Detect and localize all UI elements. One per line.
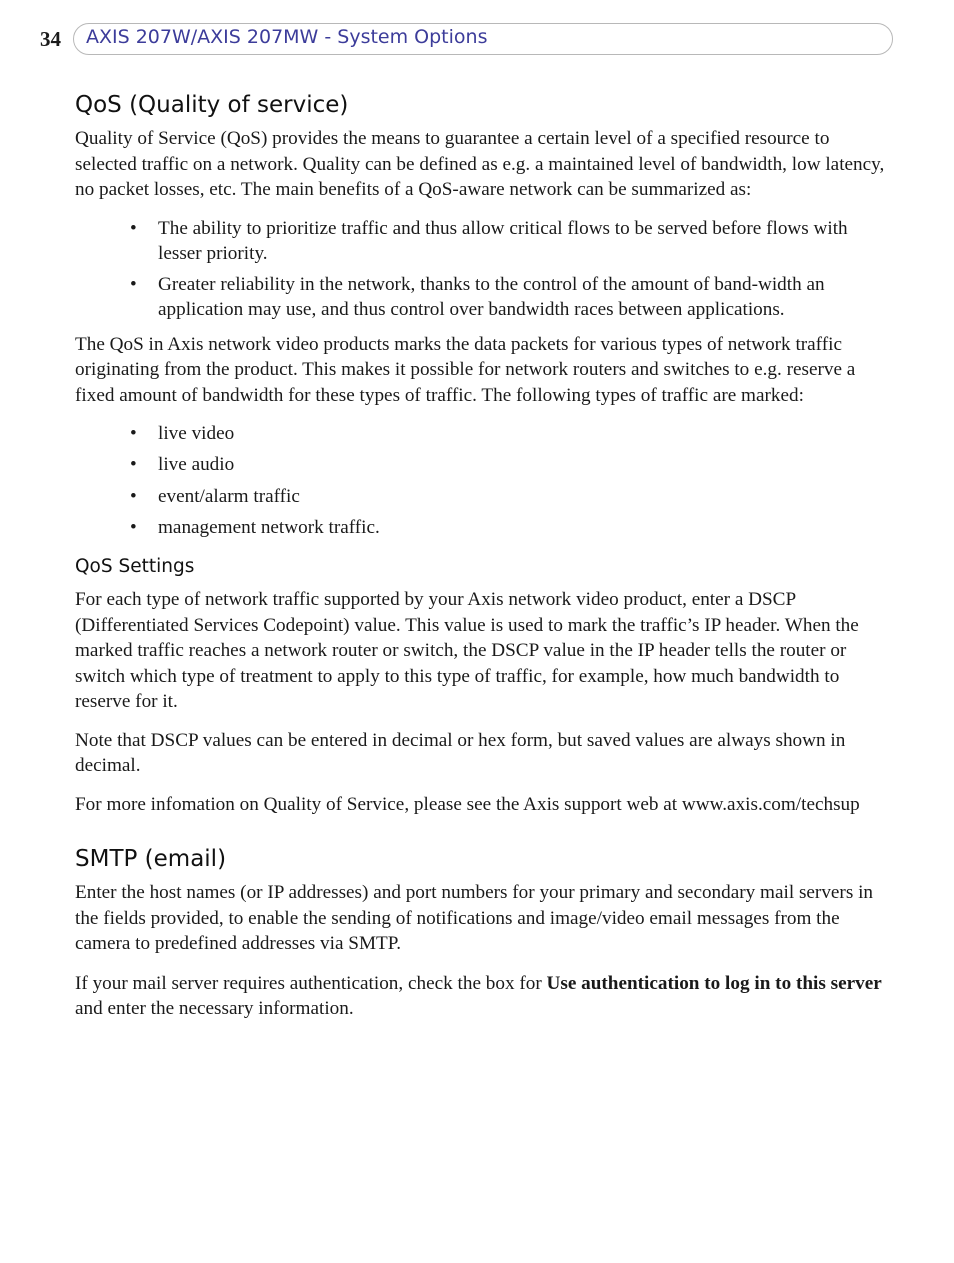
smtp-auth-text-before: If your mail server requires authentication, check the box for <box>75 972 547 994</box>
page-content <box>75 88 890 1022</box>
bullet-icon: • <box>130 517 137 539</box>
list-item <box>75 515 890 540</box>
running-header-title: AXIS 207W/AXIS 207MW - System Options <box>86 26 488 48</box>
bullet-icon: • <box>130 485 137 507</box>
list-item <box>75 272 890 323</box>
smtp-intro-paragraph: Enter the host names (or IP addresses) and port numbers for your primary and secondary mail servers in the fields provided, to enable the sending of notifications and image/video email messages from the camera to predefined addresses via SMTP. <box>75 882 874 955</box>
smtp-auth-option-label: Use authentication to log in to this server <box>546 972 882 994</box>
list-item-text: event/alarm traffic <box>158 485 300 507</box>
page-number: 34 <box>40 27 61 51</box>
dscp-note-paragraph: Note that DSCP values can be entered in decimal or hex form, but saved values are always shown in decimal. <box>75 729 846 777</box>
qos-more-info-paragraph: For more infomation on Quality of Service, please see the Axis support web at www.axis.com/techsup <box>75 793 860 815</box>
qos-heading: QoS (Quality of service) <box>75 92 349 118</box>
list-item-text: The ability to prioritize traffic and thus allow critical flows to be served before flows with lesser priority. <box>158 217 848 264</box>
list-item <box>75 484 890 509</box>
list-item-text: live audio <box>158 454 235 476</box>
qos-marking-paragraph: The QoS in Axis network video products marks the data packets for various types of network traffic originating from the product. This makes it possible for network routers and switches to e.g. reserve a fixed amount of bandwidth for these types of traffic. The following types of traffic are marked: <box>75 333 856 406</box>
list-item <box>75 452 890 477</box>
traffic-types-list <box>75 421 890 540</box>
bullet-icon: • <box>130 454 137 476</box>
list-item-text: Greater reliability in the network, thanks to the control of the amount of band-width an application may use, and thus control over bandwidth races between applications. <box>158 274 825 321</box>
qos-settings-heading: QoS Settings <box>75 556 195 578</box>
smtp-auth-paragraph <box>75 971 890 1022</box>
smtp-heading: SMTP (email) <box>75 846 227 873</box>
bullet-icon: • <box>130 274 137 296</box>
list-item-text: live video <box>158 423 235 445</box>
qos-benefits-list <box>75 216 890 323</box>
smtp-auth-text-after: and enter the necessary information. <box>75 998 354 1020</box>
qos-intro-paragraph: Quality of Service (QoS) provides the means to guarantee a certain level of a specified resource to selected traffic on a network. Quality can be defined as e.g. a maintained level of bandwidth, low latency, no packet losses, etc. The main benefits of a QoS-aware network can be summarized as: <box>75 128 885 200</box>
list-item <box>75 421 890 446</box>
bullet-icon: • <box>130 217 137 239</box>
list-item <box>75 216 890 267</box>
list-item-text: management network traffic. <box>158 517 380 539</box>
qos-settings-paragraph: For each type of network traffic supported by your Axis network video product, enter a DSCP (Differentiated Services Codepoint) value. This value is used to mark the traffic’s IP header. When the marked traffic reaches a network router or switch, the DSCP value in the IP header tells the router or switch which type of treatment to apply to this type of traffic, for example, how much bandwidth to reserve for it. <box>75 589 859 713</box>
bullet-icon: • <box>130 423 137 445</box>
